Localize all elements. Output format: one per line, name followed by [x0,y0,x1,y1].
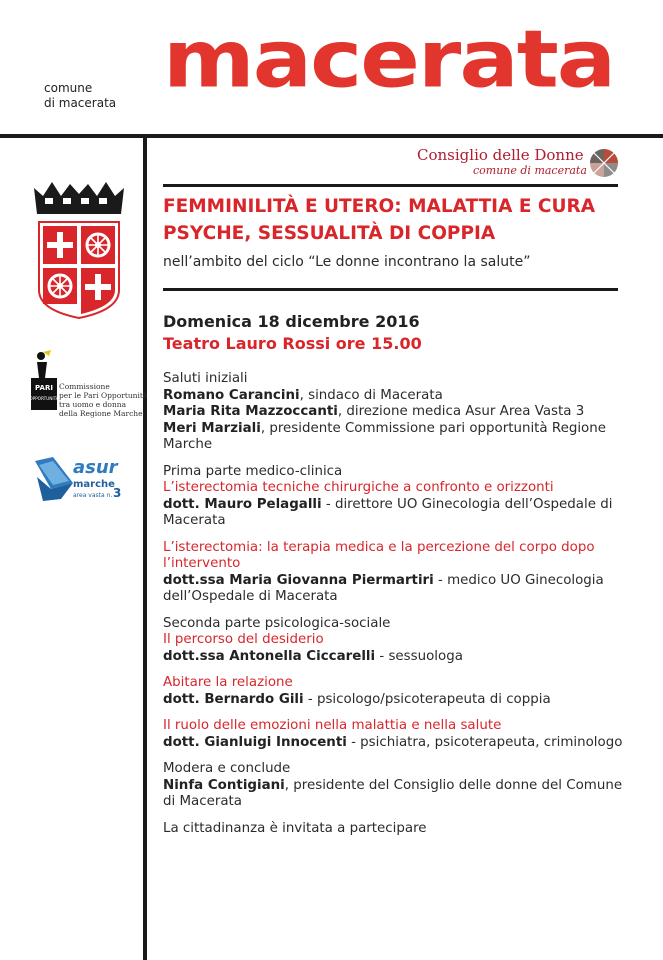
macerata-logo: macerata [163,12,615,106]
speaker-name: dott.ssa Maria Giovanna Piermartiri [163,572,434,588]
talk-speaker [163,649,623,666]
vertical-divider [143,138,147,960]
pari-line2: per le Pari Opportunità [59,391,148,400]
pari-line1: Commissione [59,382,110,391]
part2-heading: Seconda parte psicologica-sociale [163,615,391,631]
speaker-name: dott. Mauro Pelagalli [163,496,322,512]
speaker-role: - psicologo/psicoterapeuta di coppia [303,691,551,707]
talk-title: L’isterectomia tecniche chirurgiche a confronto e orizzonti [163,480,554,495]
pari-opportunita-text [59,382,147,418]
event-subtitle: nell’ambito del ciclo “Le donne incontrano la salute” [163,254,531,270]
speaker-role: - medico UO Ginecologia dell’Ospedale di Macerata [163,572,604,604]
speaker-name: Maria Rita Mazzoccanti [163,404,338,419]
comune-label [44,81,116,111]
asur-wordmark: asur [73,457,118,478]
asur-area-number: 3 [113,486,122,500]
event-venue: Teatro Lauro Rossi ore 15.00 [163,334,422,353]
saluto-2 [163,404,623,421]
pari-opportunita-icon [29,350,59,412]
talk-speaker [163,497,623,530]
speaker-role: - psichiatra, psicoterapeuta, criminologo [346,734,623,750]
pari-line3: tra uomo e donna [59,400,127,409]
consiglio-donne-logo [417,146,622,178]
speaker-role: , direzione medica Asur Area Vasta 3 [337,404,585,419]
speaker-name: Meri Marziali [163,420,261,436]
talk-title: Abitare la relazione [163,675,293,690]
svg-text:PARI: PARI [35,384,53,392]
asur-area-label: area vasta n. [73,492,113,499]
title-rule-top [163,184,618,187]
saluti-heading: Saluti iniziali [163,371,248,386]
event-date: Domenica 18 dicembre 2016 [163,312,420,331]
saluto-1 [163,388,623,405]
closing-heading: Modera e conclude [163,761,291,776]
consiglio-subtitle: comune di macerata [473,164,587,177]
talk-speaker [163,692,623,709]
speaker-name: dott. Gianluigi Innocenti [163,734,347,750]
talk-speaker [163,573,623,606]
program [163,371,623,837]
svg-text:OPPORTUNITÀ: OPPORTUNITÀ [29,396,59,401]
part1-heading: Prima parte medico-clinica [163,463,343,479]
comune-line1: comune [44,81,93,95]
talk-title: Il ruolo delle emozioni nella malattia e nella salute [163,718,502,733]
saluto-3 [163,421,623,454]
speaker-role: - sessuologa [375,648,463,664]
consiglio-title: Consiglio delle Donne [417,146,584,164]
speaker-role: , presidente del Consiglio delle donne del Comune di Macerata [163,777,623,809]
event-title-line2: PSYCHE, SESSUALITÀ DI COPPIA [163,223,496,244]
pari-line4: della Regione Marche [59,409,143,418]
speaker-name: dott. Bernardo Gili [163,691,304,707]
speaker-name: Ninfa Contigiani [163,777,285,793]
asur-region: marche [73,479,115,490]
talk-speaker [163,735,623,752]
pari-opportunita-logo [29,350,148,418]
speaker-role: , sindaco di Macerata [299,387,443,403]
speaker-role: - direttore UO Ginecologia dell’Ospedale di Macerata [163,496,613,528]
top-divider [0,134,663,138]
closing-speaker [163,778,623,811]
coat-of-arms-icon [29,180,129,320]
talk-title: Il percorso del desiderio [163,632,324,647]
asur-logo-icon [33,455,125,505]
title-rule-bottom [163,288,618,291]
event-title [163,193,595,247]
comune-line2: di macerata [44,96,117,110]
speaker-name: dott.ssa Antonella Ciccarelli [163,648,376,664]
speaker-role: , presidente Commissione pari opportunità Regione Marche [163,420,606,452]
speaker-name: Romano Carancini [163,387,300,403]
event-title-line1: FEMMINILITÀ E UTERO: MALATTIA E CURA [163,196,596,217]
consiglio-emblem-icon [589,148,619,178]
invitation-text: La cittadinanza è invitata a partecipare [163,820,427,836]
talk-title: L’isterectomia: la terapia medica e la percezione del corpo dopo l’intervento [163,539,595,571]
